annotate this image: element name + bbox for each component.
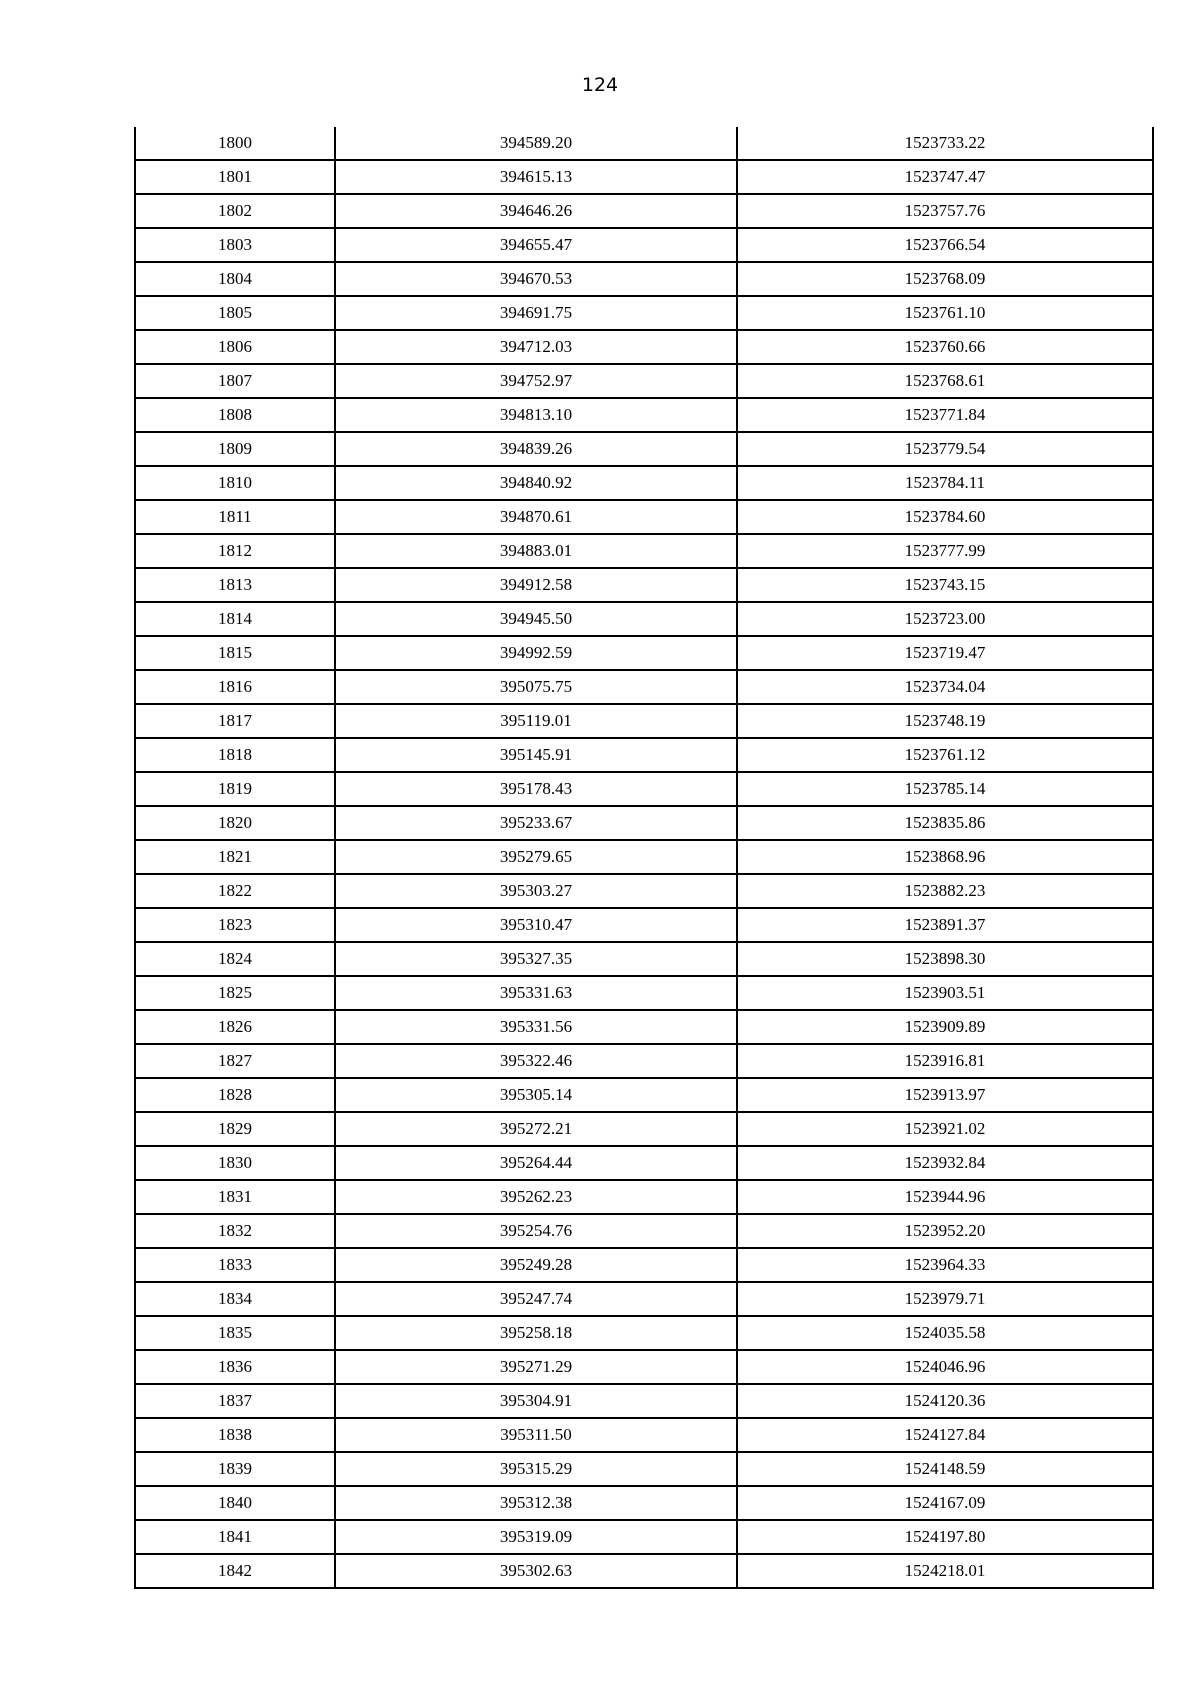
point-number-cell: 1823 [135, 908, 335, 942]
point-number-cell: 1831 [135, 1180, 335, 1214]
table-row [135, 670, 1153, 704]
x-coordinate-cell: 394752.97 [335, 364, 737, 398]
table-row [135, 330, 1153, 364]
table-row [135, 228, 1153, 262]
x-coordinate-cell: 394655.47 [335, 228, 737, 262]
table-row [135, 466, 1153, 500]
y-coordinate-cell: 1523784.60 [737, 500, 1153, 534]
point-number-cell: 1824 [135, 942, 335, 976]
table-row [135, 1248, 1153, 1282]
point-number-cell: 1828 [135, 1078, 335, 1112]
x-coordinate-cell: 395271.29 [335, 1350, 737, 1384]
point-number-cell: 1837 [135, 1384, 335, 1418]
table-row [135, 160, 1153, 194]
y-coordinate-cell: 1523944.96 [737, 1180, 1153, 1214]
coordinates-table-body [135, 127, 1153, 1588]
x-coordinate-cell: 394589.20 [335, 127, 737, 160]
table-row [135, 1452, 1153, 1486]
table-row [135, 534, 1153, 568]
x-coordinate-cell: 395272.21 [335, 1112, 737, 1146]
table-row [135, 127, 1153, 160]
table-row [135, 738, 1153, 772]
table-row [135, 1044, 1153, 1078]
table-row [135, 1112, 1153, 1146]
y-coordinate-cell: 1523784.11 [737, 466, 1153, 500]
point-number-cell: 1842 [135, 1554, 335, 1588]
point-number-cell: 1839 [135, 1452, 335, 1486]
y-coordinate-cell: 1523748.19 [737, 704, 1153, 738]
table-row [135, 1146, 1153, 1180]
point-number-cell: 1808 [135, 398, 335, 432]
point-number-cell: 1830 [135, 1146, 335, 1180]
x-coordinate-cell: 395311.50 [335, 1418, 737, 1452]
table-row [135, 568, 1153, 602]
y-coordinate-cell: 1524046.96 [737, 1350, 1153, 1384]
x-coordinate-cell: 395327.35 [335, 942, 737, 976]
point-number-cell: 1806 [135, 330, 335, 364]
y-coordinate-cell: 1523760.66 [737, 330, 1153, 364]
y-coordinate-cell: 1524218.01 [737, 1554, 1153, 1588]
point-number-cell: 1829 [135, 1112, 335, 1146]
point-number-cell: 1801 [135, 160, 335, 194]
y-coordinate-cell: 1523761.12 [737, 738, 1153, 772]
y-coordinate-cell: 1523779.54 [737, 432, 1153, 466]
y-coordinate-cell: 1523903.51 [737, 976, 1153, 1010]
y-coordinate-cell: 1523952.20 [737, 1214, 1153, 1248]
y-coordinate-cell: 1523768.09 [737, 262, 1153, 296]
point-number-cell: 1807 [135, 364, 335, 398]
x-coordinate-cell: 394992.59 [335, 636, 737, 670]
point-number-cell: 1826 [135, 1010, 335, 1044]
y-coordinate-cell: 1523868.96 [737, 840, 1153, 874]
x-coordinate-cell: 395262.23 [335, 1180, 737, 1214]
y-coordinate-cell: 1523743.15 [737, 568, 1153, 602]
y-coordinate-cell: 1523916.81 [737, 1044, 1153, 1078]
x-coordinate-cell: 395119.01 [335, 704, 737, 738]
y-coordinate-cell: 1524167.09 [737, 1486, 1153, 1520]
y-coordinate-cell: 1523757.76 [737, 194, 1153, 228]
point-number-cell: 1800 [135, 127, 335, 160]
coordinates-table [134, 127, 1154, 1589]
point-number-cell: 1804 [135, 262, 335, 296]
table-row [135, 840, 1153, 874]
point-number-cell: 1825 [135, 976, 335, 1010]
x-coordinate-cell: 395254.76 [335, 1214, 737, 1248]
x-coordinate-cell: 395233.67 [335, 806, 737, 840]
x-coordinate-cell: 394670.53 [335, 262, 737, 296]
y-coordinate-cell: 1523891.37 [737, 908, 1153, 942]
point-number-cell: 1818 [135, 738, 335, 772]
table-row [135, 1384, 1153, 1418]
y-coordinate-cell: 1523771.84 [737, 398, 1153, 432]
table-row [135, 1282, 1153, 1316]
x-coordinate-cell: 394813.10 [335, 398, 737, 432]
y-coordinate-cell: 1523835.86 [737, 806, 1153, 840]
table-row [135, 1180, 1153, 1214]
table-row [135, 1316, 1153, 1350]
y-coordinate-cell: 1523723.00 [737, 602, 1153, 636]
y-coordinate-cell: 1523932.84 [737, 1146, 1153, 1180]
y-coordinate-cell: 1523777.99 [737, 534, 1153, 568]
point-number-cell: 1832 [135, 1214, 335, 1248]
y-coordinate-cell: 1523768.61 [737, 364, 1153, 398]
y-coordinate-cell: 1523909.89 [737, 1010, 1153, 1044]
y-coordinate-cell: 1523761.10 [737, 296, 1153, 330]
x-coordinate-cell: 394646.26 [335, 194, 737, 228]
point-number-cell: 1833 [135, 1248, 335, 1282]
x-coordinate-cell: 395305.14 [335, 1078, 737, 1112]
point-number-cell: 1816 [135, 670, 335, 704]
y-coordinate-cell: 1523921.02 [737, 1112, 1153, 1146]
table-row [135, 942, 1153, 976]
x-coordinate-cell: 395331.63 [335, 976, 737, 1010]
table-row [135, 398, 1153, 432]
point-number-cell: 1812 [135, 534, 335, 568]
page-number: 124 [581, 74, 619, 96]
point-number-cell: 1822 [135, 874, 335, 908]
point-number-cell: 1809 [135, 432, 335, 466]
y-coordinate-cell: 1524035.58 [737, 1316, 1153, 1350]
x-coordinate-cell: 395249.28 [335, 1248, 737, 1282]
y-coordinate-cell: 1523766.54 [737, 228, 1153, 262]
point-number-cell: 1834 [135, 1282, 335, 1316]
x-coordinate-cell: 395304.91 [335, 1384, 737, 1418]
x-coordinate-cell: 395310.47 [335, 908, 737, 942]
x-coordinate-cell: 395312.38 [335, 1486, 737, 1520]
table-row [135, 364, 1153, 398]
point-number-cell: 1835 [135, 1316, 335, 1350]
x-coordinate-cell: 394883.01 [335, 534, 737, 568]
table-row [135, 772, 1153, 806]
table-row [135, 500, 1153, 534]
x-coordinate-cell: 394615.13 [335, 160, 737, 194]
point-number-cell: 1811 [135, 500, 335, 534]
table-row [135, 806, 1153, 840]
x-coordinate-cell: 395315.29 [335, 1452, 737, 1486]
x-coordinate-cell: 395319.09 [335, 1520, 737, 1554]
table-row [135, 704, 1153, 738]
point-number-cell: 1836 [135, 1350, 335, 1384]
table-row [135, 194, 1153, 228]
x-coordinate-cell: 394839.26 [335, 432, 737, 466]
y-coordinate-cell: 1523979.71 [737, 1282, 1153, 1316]
x-coordinate-cell: 395302.63 [335, 1554, 737, 1588]
table-row [135, 1554, 1153, 1588]
x-coordinate-cell: 395075.75 [335, 670, 737, 704]
table-row [135, 1520, 1153, 1554]
y-coordinate-cell: 1523913.97 [737, 1078, 1153, 1112]
x-coordinate-cell: 395145.91 [335, 738, 737, 772]
point-number-cell: 1802 [135, 194, 335, 228]
point-number-cell: 1803 [135, 228, 335, 262]
table-row [135, 1350, 1153, 1384]
table-row [135, 976, 1153, 1010]
y-coordinate-cell: 1524148.59 [737, 1452, 1153, 1486]
x-coordinate-cell: 395279.65 [335, 840, 737, 874]
y-coordinate-cell: 1524127.84 [737, 1418, 1153, 1452]
point-number-cell: 1840 [135, 1486, 335, 1520]
point-number-cell: 1814 [135, 602, 335, 636]
x-coordinate-cell: 394691.75 [335, 296, 737, 330]
y-coordinate-cell: 1524197.80 [737, 1520, 1153, 1554]
y-coordinate-cell: 1523898.30 [737, 942, 1153, 976]
y-coordinate-cell: 1523733.22 [737, 127, 1153, 160]
point-number-cell: 1819 [135, 772, 335, 806]
table-row [135, 874, 1153, 908]
table-row [135, 296, 1153, 330]
x-coordinate-cell: 395247.74 [335, 1282, 737, 1316]
point-number-cell: 1810 [135, 466, 335, 500]
x-coordinate-cell: 395322.46 [335, 1044, 737, 1078]
x-coordinate-cell: 395264.44 [335, 1146, 737, 1180]
point-number-cell: 1805 [135, 296, 335, 330]
y-coordinate-cell: 1523747.47 [737, 160, 1153, 194]
table-row [135, 602, 1153, 636]
y-coordinate-cell: 1524120.36 [737, 1384, 1153, 1418]
table-row [135, 908, 1153, 942]
table-row [135, 1418, 1153, 1452]
x-coordinate-cell: 395258.18 [335, 1316, 737, 1350]
point-number-cell: 1821 [135, 840, 335, 874]
x-coordinate-cell: 394870.61 [335, 500, 737, 534]
point-number-cell: 1815 [135, 636, 335, 670]
table-row [135, 432, 1153, 466]
point-number-cell: 1841 [135, 1520, 335, 1554]
y-coordinate-cell: 1523964.33 [737, 1248, 1153, 1282]
y-coordinate-cell: 1523734.04 [737, 670, 1153, 704]
table-row [135, 636, 1153, 670]
x-coordinate-cell: 394945.50 [335, 602, 737, 636]
y-coordinate-cell: 1523719.47 [737, 636, 1153, 670]
point-number-cell: 1827 [135, 1044, 335, 1078]
x-coordinate-cell: 394840.92 [335, 466, 737, 500]
y-coordinate-cell: 1523882.23 [737, 874, 1153, 908]
table-row [135, 262, 1153, 296]
x-coordinate-cell: 394912.58 [335, 568, 737, 602]
table-row [135, 1214, 1153, 1248]
point-number-cell: 1813 [135, 568, 335, 602]
x-coordinate-cell: 395303.27 [335, 874, 737, 908]
x-coordinate-cell: 395331.56 [335, 1010, 737, 1044]
x-coordinate-cell: 394712.03 [335, 330, 737, 364]
x-coordinate-cell: 395178.43 [335, 772, 737, 806]
point-number-cell: 1817 [135, 704, 335, 738]
table-row [135, 1486, 1153, 1520]
point-number-cell: 1838 [135, 1418, 335, 1452]
table-row [135, 1078, 1153, 1112]
table-row [135, 1010, 1153, 1044]
y-coordinate-cell: 1523785.14 [737, 772, 1153, 806]
point-number-cell: 1820 [135, 806, 335, 840]
